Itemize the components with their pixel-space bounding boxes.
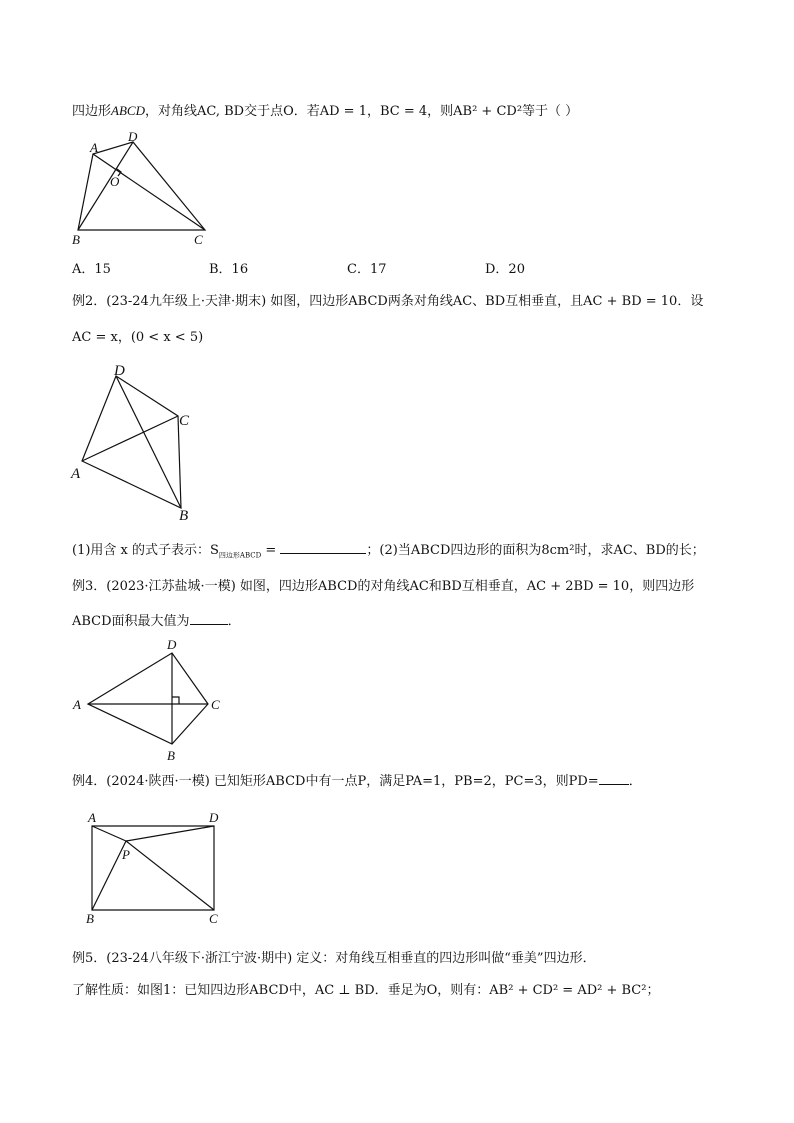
q1-label-b: B (72, 232, 80, 247)
ex3-label-d: D (167, 637, 177, 652)
q1-stem-rest: ，对角线AC, BD交于点O．若AD = 1，BC = 4，则AB² + CD²等于（ ） (144, 104, 579, 119)
q1-option-c[interactable]: C．17 (347, 262, 387, 277)
q1-option-d[interactable]: D．20 (485, 262, 525, 277)
ex3-answer-blank[interactable] (190, 611, 228, 625)
ex4-segment-pb (92, 841, 126, 910)
ex2-quadrilateral (82, 376, 181, 508)
ex4-label-a: A (88, 810, 96, 825)
q1-stem (72, 102, 578, 121)
ex4-label-b: B (86, 911, 94, 926)
ex3-label-a: A (73, 697, 81, 712)
ex3-quadrilateral (88, 653, 208, 744)
q1-label-c: C (194, 232, 203, 247)
ex2-equals: = (261, 543, 281, 558)
ex2-label-b: B (179, 508, 189, 524)
ex3-label-c: C (211, 697, 220, 712)
ex4-answer-blank[interactable] (599, 771, 629, 785)
ex2-label-c: C (179, 413, 190, 429)
ex4-label-c: C (209, 911, 218, 926)
ex4-line1-text: 例4．(2024·陕西·一模) 已知矩形ABCD中有一点P，满足PA=1，PB=2，PC=3，则PD= (72, 774, 599, 789)
q1-label-d: D (128, 129, 138, 144)
ex3-right-angle-mark (172, 697, 179, 704)
ex4-segment-pa (92, 826, 126, 841)
ex5-line2: 了解性质：如图1：已知四边形ABCD中，AC ⊥ BD．垂足为O，则有：AB² + CD² = AD² + BC²； (72, 983, 660, 998)
ex4-rectangle (92, 826, 214, 910)
ex4-line1-end: ． (628, 774, 642, 789)
ex2-diagonal-bd (116, 376, 181, 508)
ex2-diagonal-ac (82, 416, 178, 461)
q1-stem-prefix: 四边形 (72, 104, 112, 119)
ex4-figure (82, 808, 230, 928)
ex3-figure (70, 636, 230, 764)
ex2-answer-blank[interactable] (280, 540, 366, 554)
ex2-area-subscript: 四边形ABCD (218, 551, 262, 560)
q1-label-o: O (110, 174, 120, 189)
ex2-question (72, 540, 705, 565)
ex2-figure (66, 360, 206, 525)
ex4-label-d: D (209, 810, 219, 825)
q1-option-a[interactable]: A．15 (72, 262, 111, 277)
ex2-part1: (1)用含 x 的式子表示：S (72, 543, 219, 558)
ex2-label-d: D (114, 363, 125, 379)
ex2-part2: ；(2)当ABCD四边形的面积为8cm²时，求AC、BD的长； (366, 543, 705, 558)
q1-label-a: A (90, 140, 98, 155)
q1-quad-name: ABCD (111, 103, 145, 118)
ex4-segment-pd (126, 826, 214, 841)
q1-option-b[interactable]: B．16 (209, 262, 249, 277)
ex4-segment-pc (126, 841, 214, 910)
ex5-line1: 例5．(23-24八年级下·浙江宁波·期中) 定义：对角线互相垂直的四边形叫做“垂美”四边形． (72, 951, 596, 966)
ex2-label-a: A (71, 466, 81, 482)
ex2-line1: 例2．(23-24九年级上·天津·期末) 如图，四边形ABCD两条对角线AC、BD互相垂直，且AC + BD = 10．设 (72, 294, 704, 309)
ex4-line1 (72, 771, 642, 791)
ex4-label-p: P (122, 847, 130, 862)
ex3-line2 (72, 611, 241, 631)
ex3-label-b: B (167, 748, 175, 763)
ex3-line2-end: ． (227, 614, 241, 629)
ex2-line2: AC = x，(0 < x < 5) (72, 330, 204, 345)
q1-figure (68, 128, 218, 250)
q1-diagonal-ac (93, 154, 205, 230)
ex3-line1: 例3．(2023·江苏盐城·一模) 如图，四边形ABCD的对角线AC和BD互相垂直，AC + 2BD = 10，则四边形 (72, 579, 695, 594)
ex3-line2-text: ABCD面积最大值为 (72, 614, 190, 629)
